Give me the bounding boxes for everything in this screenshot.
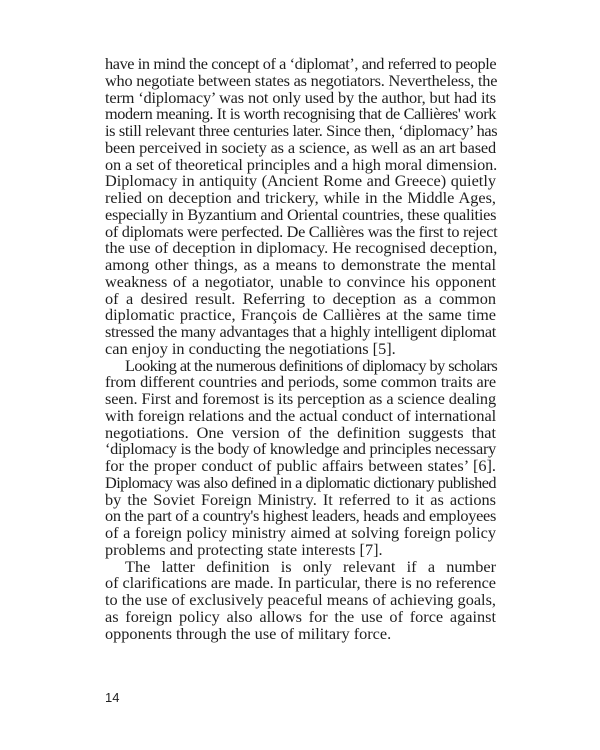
text-line: the use of deception in diplomacy. He recognised deception, (105, 238, 498, 258)
text-line: who negotiate between states as negotiators. Nevertheless, the (105, 70, 498, 90)
text-line: have in mind the concept of a ‘diplomat’, and referred to people (105, 54, 497, 73)
text-line: problems and protecting state interests [7]. (105, 539, 383, 559)
text-line: of clarifications are made. In particular, there is no reference (105, 573, 496, 593)
text-line: term ‘diplomacy’ was not only used by the author, but had its (105, 87, 496, 107)
text-line: can enjoy in conducting the negotiations [5]. (105, 338, 396, 358)
text-line: of diplomats were perfected. De Callières was the first to reject (105, 221, 498, 241)
text-line: Looking at the numerous definitions of diplomacy by scholars (125, 355, 498, 375)
body-text (105, 56, 496, 642)
text-line: relied on deception and trickery, while in the Middle Ages, (105, 188, 496, 207)
text-line: ‘diplomacy is the body of knowledge and principles necessary (105, 439, 497, 459)
text-line: is still relevant three centuries later. Since then, ‘diplomacy’ has (105, 121, 498, 140)
text-line: for the proper conduct of public affairs between states’ [6]. (105, 456, 496, 475)
text-line: especially in Byzantium and Oriental countries, these qualities (105, 204, 497, 224)
text-line: seen. First and foremost is its perception as a science dealing (105, 389, 496, 408)
text-line: of a desired result. Referring to deception as a common (105, 288, 496, 308)
text-line: The latter definition is only relevant if a number (125, 556, 496, 576)
text-line: stressed the many advantages that a highly intelligent diplomat (105, 322, 496, 341)
paragraph (105, 355, 498, 559)
text-line: of a foreign policy ministry aimed at solving foreign policy (105, 523, 496, 542)
text-line: diplomatic practice, François de Callières at the same time (105, 305, 496, 325)
text-line: Diplomacy was also defined in a diplomatic dictionary published (105, 472, 496, 492)
text-line: to the use of exclusively peaceful means of achieving goals, (105, 590, 496, 609)
text-line: weakness of a negotiator, unable to convince his opponent (105, 271, 496, 291)
text-line: among other things, as a means to demonstrate the mental (105, 255, 496, 274)
text-line: modern meaning. It is worth recognising that de Callières' work (105, 104, 496, 124)
text-line: Diplomacy in antiquity (Ancient Rome and Greece) quietly (105, 171, 496, 191)
text-line: by the Soviet Foreign Ministry. It referred to it as actions (105, 489, 496, 509)
page-number: 14 (105, 690, 120, 705)
paragraph (105, 56, 496, 358)
text-line: on a set of theoretical principles and a high moral dimension. (105, 154, 498, 174)
text-line: from different countries and periods, some common traits are (105, 372, 496, 392)
text-line: as foreign policy also allows for the use of force against (105, 606, 496, 626)
text-line: with foreign relations and the actual conduct of international (105, 405, 497, 425)
text-line: on the part of a country's highest leaders, heads and employees (105, 506, 496, 526)
text-line: negotiations. One version of the definition suggests that (105, 422, 496, 442)
text-line: opponents through the use of military force. (105, 623, 392, 643)
paragraph (105, 556, 496, 643)
text-line: been perceived in society as a science, as well as an art based (105, 137, 496, 157)
